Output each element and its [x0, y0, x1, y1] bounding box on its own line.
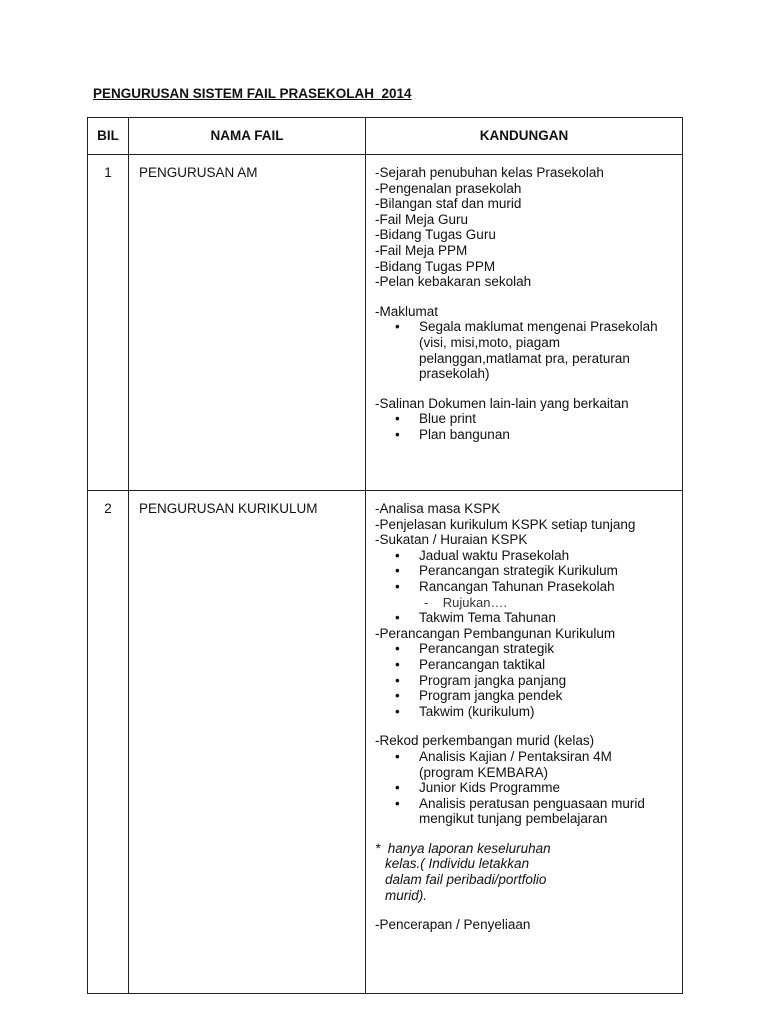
- row-kandungan: [366, 155, 683, 491]
- list-item: • Segala maklumat mengenai Prasekolah (visi, misi,moto, piagam pelanggan,matlamat pra, peraturan prasekolah): [375, 319, 676, 381]
- pencerapan-label: -Pencerapan / Penyeliaan: [375, 917, 531, 933]
- maklumat-label: -Maklumat: [375, 303, 439, 319]
- header-kandungan: KANDUNGAN: [366, 118, 683, 155]
- perancangan-list: [375, 641, 676, 719]
- list-item: • Perancangan taktikal: [375, 657, 676, 673]
- table-row: [88, 155, 683, 491]
- table-row: [88, 491, 683, 994]
- content-line: -Fail Meja Guru: [375, 211, 469, 227]
- content-line: -Bidang Tugas Guru: [375, 227, 496, 243]
- rekod-label: -Rekod perkembangan murid (kelas): [375, 733, 595, 749]
- sub-item: - Rujukan….: [424, 594, 508, 610]
- table-header-row: [88, 118, 683, 155]
- content-line: -Pelan kebakaran sekolah: [375, 274, 532, 290]
- list-item: • Analisis Kajian / Pentaksiran 4M (program KEMBARA): [375, 749, 676, 780]
- document-title: PENGURUSAN SISTEM FAIL PRASEKOLAH 2014: [93, 86, 412, 101]
- list-item: • Junior Kids Programme: [375, 780, 676, 796]
- row-nama-fail: PENGURUSAN KURIKULUM: [129, 491, 366, 994]
- note-block: [375, 841, 676, 903]
- file-table: [87, 117, 683, 994]
- header-nama-fail: NAMA FAIL: [129, 118, 366, 155]
- salinan-label: -Salinan Dokumen lain-lain yang berkaitan: [375, 395, 629, 411]
- perancangan-label: -Perancangan Pembangunan Kurikulum: [375, 625, 616, 641]
- list-item: • Blue print: [375, 411, 676, 427]
- header-bil: BIL: [88, 118, 129, 155]
- maklumat-list: [375, 319, 676, 381]
- content-line: -Penjelasan kurikulum KSPK setiap tunjang: [375, 516, 636, 532]
- sukatan-list: [375, 548, 676, 595]
- list-item: • Analisis peratusan penguasaan murid mengikut tunjang pembelajaran: [375, 796, 676, 827]
- note-line: * hanya laporan keseluruhan: [375, 840, 551, 856]
- content-line: -Sukatan / Huraian KSPK: [375, 532, 528, 548]
- list-item: • Perancangan strategik: [375, 641, 676, 657]
- content-line: -Sejarah penubuhan kelas Prasekolah: [375, 165, 604, 180]
- row-bil: 2: [88, 491, 129, 994]
- content-line: -Bilangan staf dan murid: [375, 196, 522, 212]
- content-line: -Pengenalan prasekolah: [375, 180, 522, 196]
- note-line: kelas.( Individu letakkan: [385, 856, 530, 872]
- row-kandungan: [366, 491, 683, 994]
- list-item: • Takwim (kurikulum): [375, 704, 676, 720]
- list-item: • Perancangan strategik Kurikulum: [375, 563, 676, 579]
- content-line: -Analisa masa KSPK: [375, 501, 501, 516]
- list-item: • Takwim Tema Tahunan: [375, 610, 676, 626]
- list-item: • Jadual waktu Prasekolah: [375, 548, 676, 564]
- content-line: -Fail Meja PPM: [375, 242, 468, 258]
- sukatan-list-b: [375, 610, 676, 626]
- content-line: -Bidang Tugas PPM: [375, 258, 496, 274]
- list-item: • Plan bangunan: [375, 427, 676, 443]
- row-nama-fail: PENGURUSAN AM: [129, 155, 366, 491]
- note-line: murid).: [385, 887, 428, 903]
- list-item: • Program jangka pendek: [375, 688, 676, 704]
- rekod-list: [375, 749, 676, 827]
- note-line: dalam fail peribadi/portfolio: [385, 872, 547, 888]
- list-item: • Rancangan Tahunan Prasekolah: [375, 579, 676, 595]
- list-item: • Program jangka panjang: [375, 673, 676, 689]
- row-bil: 1: [88, 155, 129, 491]
- salinan-list: [375, 411, 676, 442]
